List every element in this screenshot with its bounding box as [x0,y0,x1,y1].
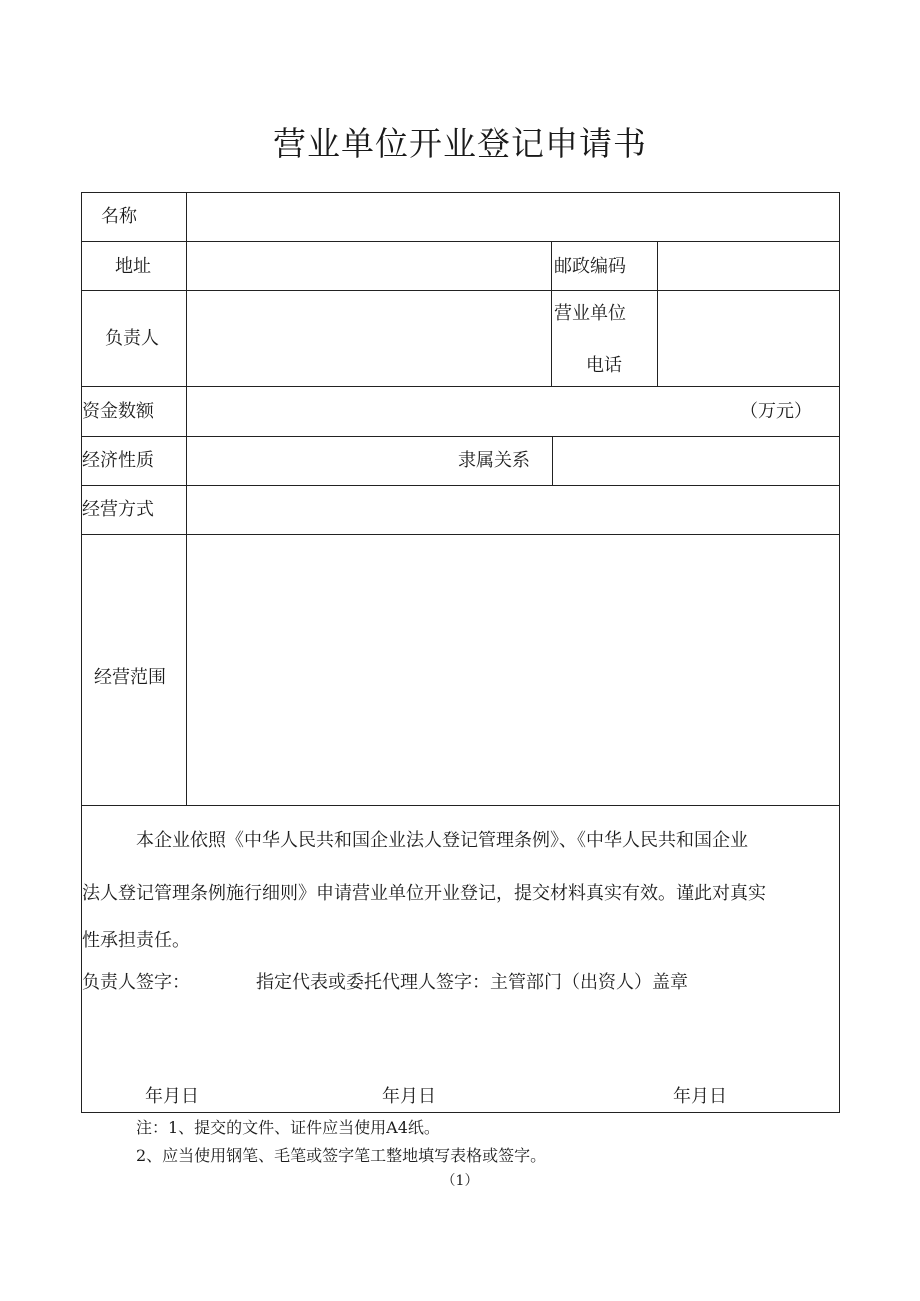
column-divider [551,241,552,386]
name-field[interactable] [190,196,836,238]
date-person-in-charge: 年月日 [145,1086,199,1107]
row-divider [81,386,840,387]
capital-label: 资金数额 [82,401,154,422]
capital-unit: （万元） [740,401,812,422]
capital-field[interactable] [190,390,730,432]
page-title: 营业单位开业登记申请书 [273,124,647,163]
economic-nature-field[interactable] [190,440,450,482]
row-divider [81,290,840,291]
label-column-divider [186,192,187,805]
person-in-charge-label: 负责人 [105,328,159,349]
declaration-line-3: 性承担责任。 [82,930,190,951]
row-divider [81,805,840,806]
column-divider [552,436,553,485]
row-divider [81,485,840,486]
person-in-charge-field[interactable] [190,294,547,382]
affiliation-field[interactable] [556,440,836,482]
column-divider [657,241,658,386]
signature-area[interactable] [82,1000,838,1075]
name-label: 名称 [101,206,137,227]
address-label: 地址 [115,256,151,277]
phone-label-line1: 营业单位 [554,303,626,324]
signature-person-in-charge-label: 负责人签字： [82,972,190,993]
business-scope-field[interactable] [190,538,836,802]
row-divider [81,534,840,535]
declaration-line-1: 本企业依照《中华人民共和国企业法人登记管理条例》、《中华人民共和国企业 [136,830,748,851]
note-2: 2、应当使用钢笔、毛笔或签字笔工整地填写表格或签字。 [136,1146,547,1165]
economic-nature-label: 经济性质 [82,450,154,471]
business-scope-label: 经营范围 [94,667,166,688]
business-mode-label: 经营方式 [82,499,154,520]
declaration-line-2: 法人登记管理条例施行细则》申请营业单位开业登记，提交材料真实有效。谨此对真实 [82,883,766,904]
row-divider [81,436,840,437]
page-number: （1） [441,1173,479,1189]
row-divider [81,241,840,242]
affiliation-label: 隶属关系 [458,450,530,471]
postal-code-label: 邮政编码 [554,256,626,277]
business-mode-field[interactable] [190,489,836,531]
note-1: 注：1、提交的文件、证件应当使用A4纸。 [136,1118,440,1137]
signature-agent-and-seal-label: 指定代表或委托代理人签字：主管部门（出资人）盖章 [256,972,688,993]
phone-field[interactable] [661,294,836,382]
phone-label-line2: 电话 [586,355,622,376]
postal-code-field[interactable] [661,245,836,287]
date-department-seal: 年月日 [673,1086,727,1107]
address-field[interactable] [190,245,547,287]
date-agent: 年月日 [382,1086,436,1107]
